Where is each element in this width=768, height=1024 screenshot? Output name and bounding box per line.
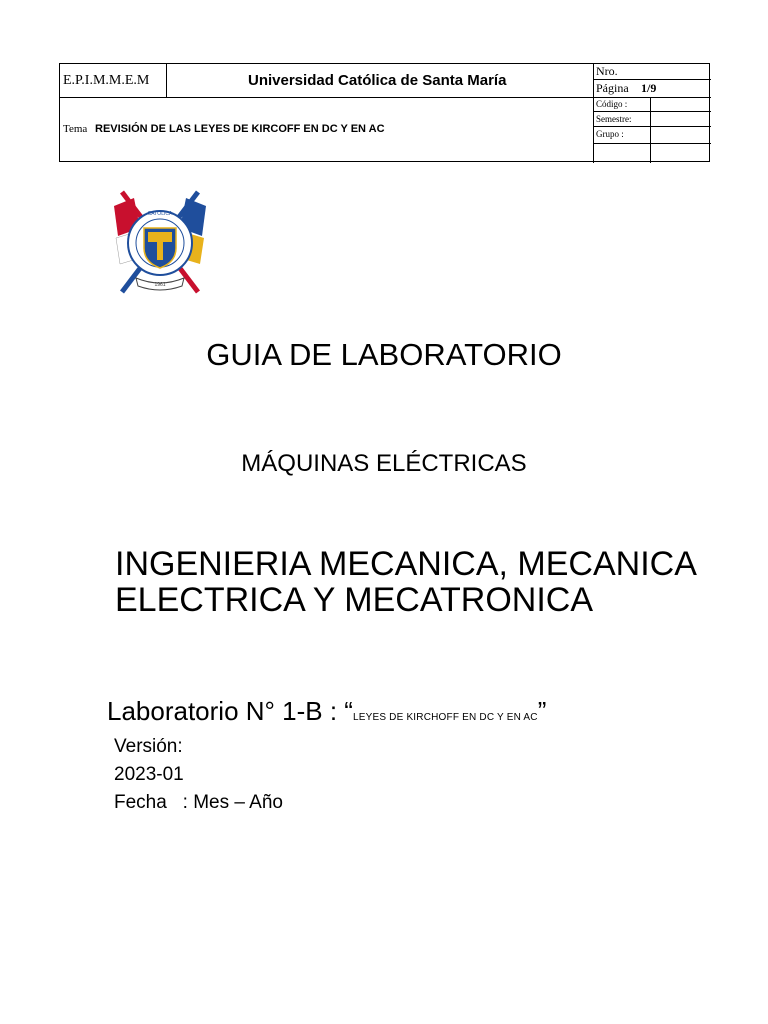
school-code: E.P.I.M.M.E.M — [63, 73, 150, 88]
nro-label: Nro. — [596, 64, 618, 78]
codigo-label: Código : — [596, 99, 628, 109]
divider — [593, 143, 711, 144]
tema-label: Tema — [63, 123, 88, 135]
divider — [650, 97, 651, 163]
course-title: MÁQUINAS ELÉCTRICAS — [241, 450, 527, 477]
divider — [60, 97, 594, 98]
pagina-label: Página — [596, 81, 629, 95]
university-name: Universidad Católica de Santa María — [248, 72, 507, 89]
shield-band — [148, 232, 172, 242]
version-value: 2023-01 — [114, 764, 184, 785]
programs-line-2: ELECTRICA Y MECATRONICA — [115, 581, 593, 619]
divider — [166, 64, 167, 97]
crest-text-top: CATÓLICA — [147, 211, 173, 217]
divider — [593, 79, 711, 80]
header-table — [59, 63, 710, 162]
version-label: Versión: — [114, 736, 183, 757]
shield-band — [157, 242, 163, 260]
pagina-value: 1/9 — [641, 81, 657, 95]
guide-title: GUIA DE LABORATORIO — [206, 337, 562, 372]
divider — [593, 97, 711, 98]
university-crest-icon — [110, 188, 210, 298]
divider — [593, 111, 711, 112]
grupo-label: Grupo : — [596, 129, 624, 139]
divider — [593, 126, 711, 127]
crest-year: 1961 — [154, 282, 166, 288]
fecha-line: Fecha : Mes – Año — [114, 792, 283, 813]
lab-topic: LEYES DE KIRCHOFF EN DC Y EN AC — [352, 712, 538, 723]
tema-value: REVISIÓN DE LAS LEYES DE KIRCOFF EN DC Y EN AC — [95, 123, 385, 135]
lab-heading — [107, 696, 546, 727]
lab-prefix: Laboratorio N° 1-B : “ — [107, 696, 353, 726]
lab-suffix: ” — [537, 696, 547, 726]
semestre-label: Semestre: — [596, 114, 632, 124]
programs-title — [115, 546, 715, 618]
programs-line-1: INGENIERIA MECANICA, MECANICA — [115, 545, 697, 583]
